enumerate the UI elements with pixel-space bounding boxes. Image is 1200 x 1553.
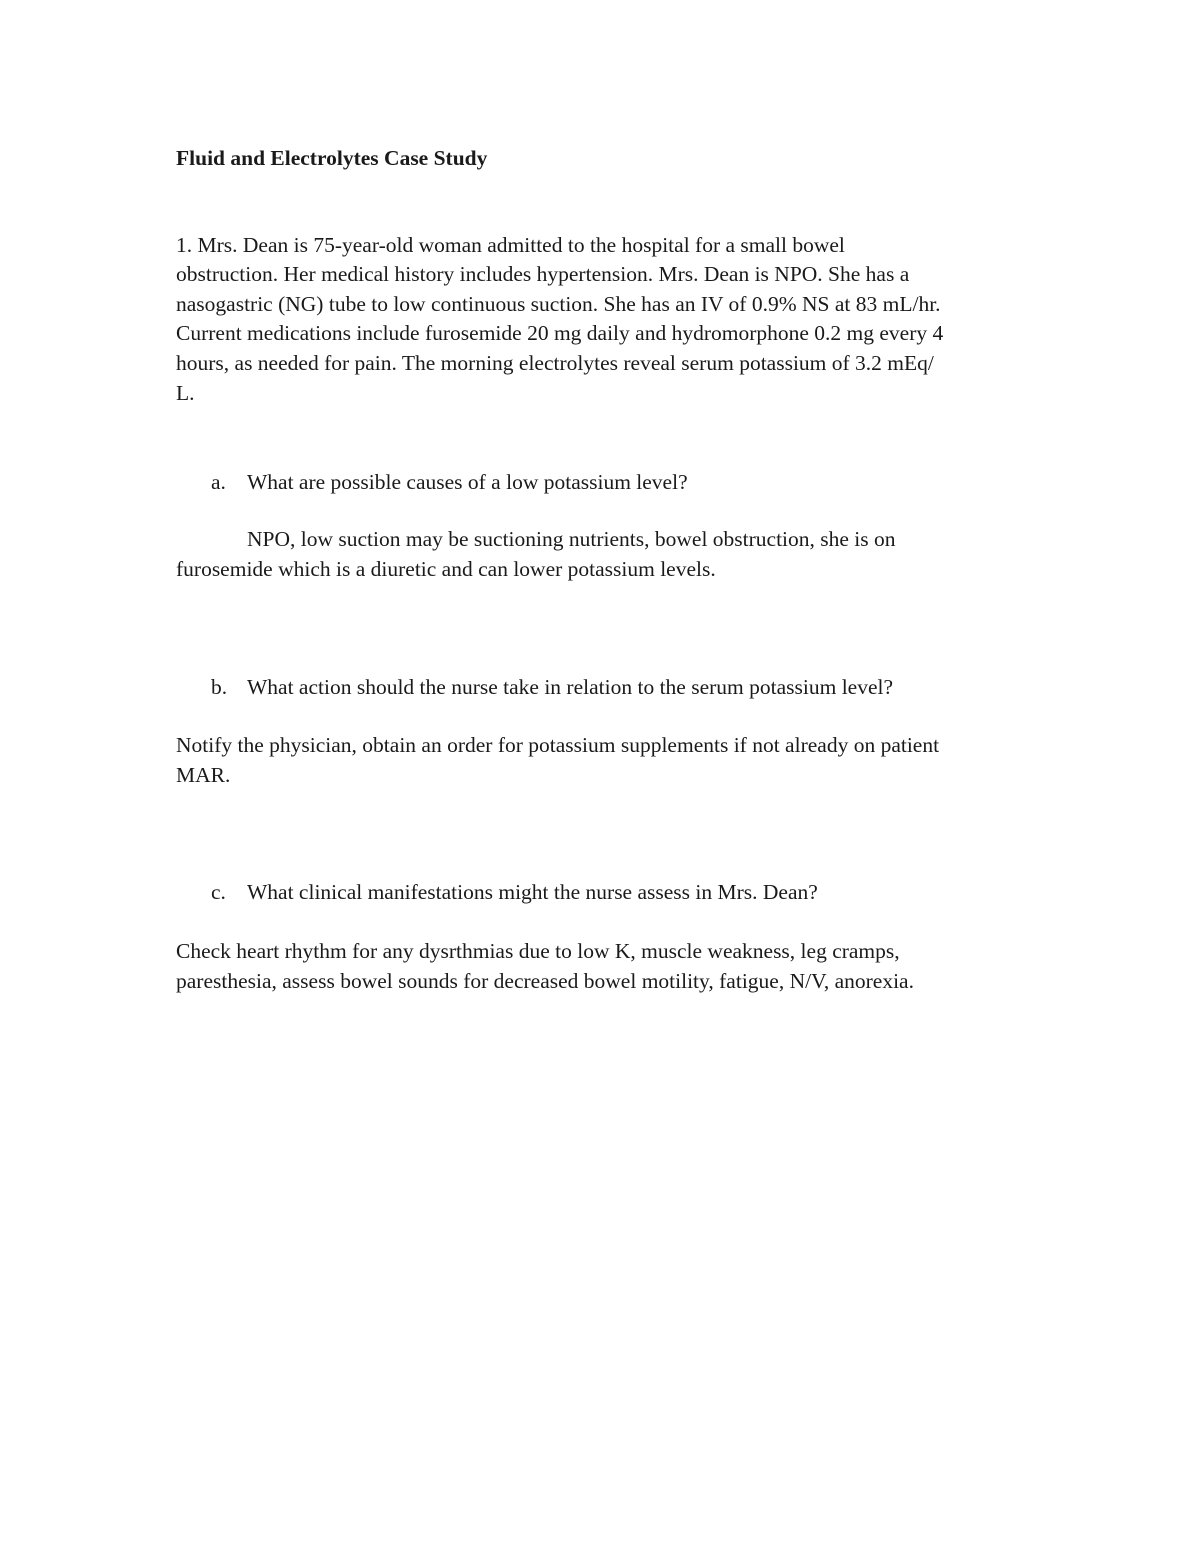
question-text: What are possible causes of a low potassium level? xyxy=(247,470,688,494)
case-line: obstruction. Her medical history includes hypertension. Mrs. Dean is NPO. She has a xyxy=(176,262,910,286)
document-title: Fluid and Electrolytes Case Study xyxy=(176,146,488,170)
case-line: nasogastric (NG) tube to low continuous suction. She has an IV of 0.9% NS at 83 mL/hr. xyxy=(176,292,941,316)
case-line: Current medications include furosemide 20 mg daily and hydromorphone 0.2 mg every 4 xyxy=(176,321,944,345)
question-marker: c. xyxy=(211,880,226,904)
case-line: L. xyxy=(176,381,195,405)
answer-line: MAR. xyxy=(176,763,231,787)
question-text: What action should the nurse take in relation to the serum potassium level? xyxy=(247,675,894,699)
question-marker: a. xyxy=(211,470,226,494)
question-text: What clinical manifestations might the nurse assess in Mrs. Dean? xyxy=(247,880,818,904)
question-marker: b. xyxy=(211,675,228,699)
case-line: hours, as needed for pain. The morning electrolytes reveal serum potassium of 3.2 mEq/ xyxy=(176,351,934,375)
case-line: 1. Mrs. Dean is 75-year-old woman admitted to the hospital for a small bowel xyxy=(176,233,845,257)
answer-line: Notify the physician, obtain an order for potassium supplements if not already on patient xyxy=(176,733,940,757)
answer-line: Check heart rhythm for any dysrthmias due to low K, muscle weakness, leg cramps, xyxy=(176,939,900,963)
answer-line: NPO, low suction may be suctioning nutrients, bowel obstruction, she is on xyxy=(247,527,896,551)
answer-line: furosemide which is a diuretic and can lower potassium levels. xyxy=(176,557,716,581)
answer-line: paresthesia, assess bowel sounds for decreased bowel motility, fatigue, N/V, anorexia. xyxy=(176,969,914,993)
